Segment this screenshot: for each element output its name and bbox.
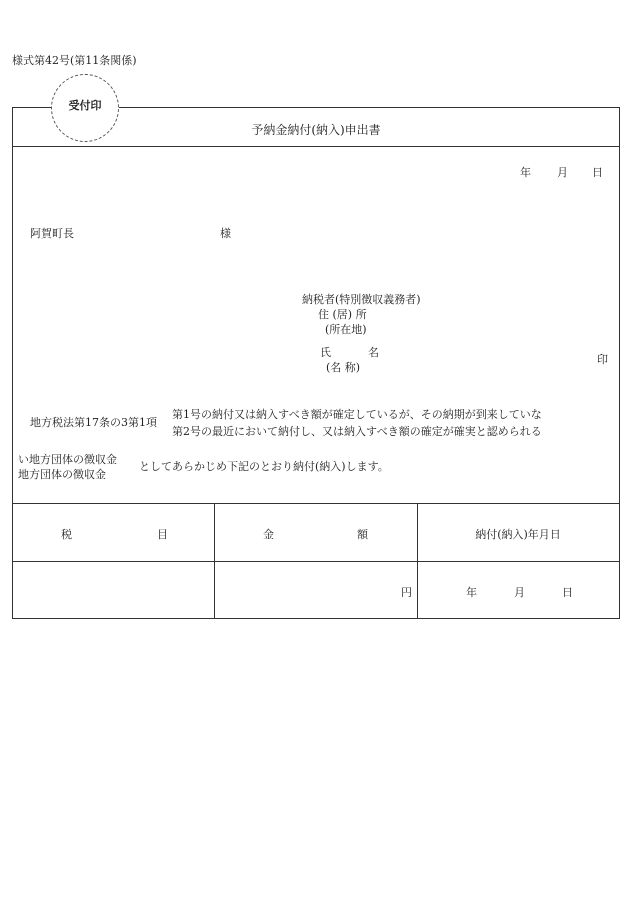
declaration-option-1: い地方団体の徴収金 — [18, 453, 117, 466]
declaration-law-reference: 地方税法第17条の3第1項 — [30, 416, 157, 429]
header-amount-2: 額 — [357, 528, 368, 541]
taxpayer-seal: 印 — [597, 353, 608, 366]
taxpayer-address-label: 住 (居) 所 — [318, 308, 367, 321]
form-number: 様式第42号(第11条関係) — [12, 54, 137, 67]
table-header-divider — [12, 561, 620, 562]
declaration-closing: としてあらかじめ下記のとおり納付(納入)します。 — [139, 460, 389, 473]
declaration-clause-2: 第2号の最近において納付し、又は納入すべき額の確定が確実と認められる — [172, 425, 542, 438]
date-day-label: 日 — [592, 166, 603, 179]
frame-bottom-border — [12, 618, 620, 619]
taxpayer-name-label-1: 氏 — [320, 346, 331, 359]
header-payment-date: 納付(納入)年月日 — [475, 528, 561, 541]
table-divider-1 — [214, 503, 215, 619]
date-year-label: 年 — [520, 166, 531, 179]
frame-left-border — [12, 107, 13, 619]
header-amount-1: 金 — [263, 528, 274, 541]
amount-yen-label: 円 — [401, 586, 412, 599]
header-tax-item-1: 税 — [61, 528, 72, 541]
title-divider — [12, 146, 620, 147]
taxpayer-name-sub: (名 称) — [326, 361, 361, 374]
taxpayer-heading: 納税者(特別徴収義務者) — [302, 293, 421, 306]
taxpayer-address-sub: (所在地) — [325, 323, 367, 336]
reception-stamp-label: 受付印 — [68, 99, 102, 112]
table-divider-2 — [417, 503, 418, 619]
payment-year-label: 年 — [466, 586, 477, 599]
addressee-honorific: 様 — [220, 227, 231, 240]
declaration-option-2: 地方団体の徴収金 — [18, 468, 106, 481]
declaration-clause-1: 第1号の納付又は納入すべき額が確定しているが、その納期が到来していな — [172, 408, 542, 421]
addressee-name: 阿賀町長 — [30, 227, 74, 240]
header-tax-item-2: 目 — [157, 528, 168, 541]
frame-right-border — [619, 107, 620, 619]
payment-day-label: 日 — [562, 586, 573, 599]
payment-month-label: 月 — [514, 586, 525, 599]
table-top-border — [12, 503, 620, 504]
form-title: 予納金納付(納入)申出書 — [251, 123, 381, 137]
date-month-label: 月 — [557, 166, 568, 179]
taxpayer-name-label-2: 名 — [368, 346, 379, 359]
